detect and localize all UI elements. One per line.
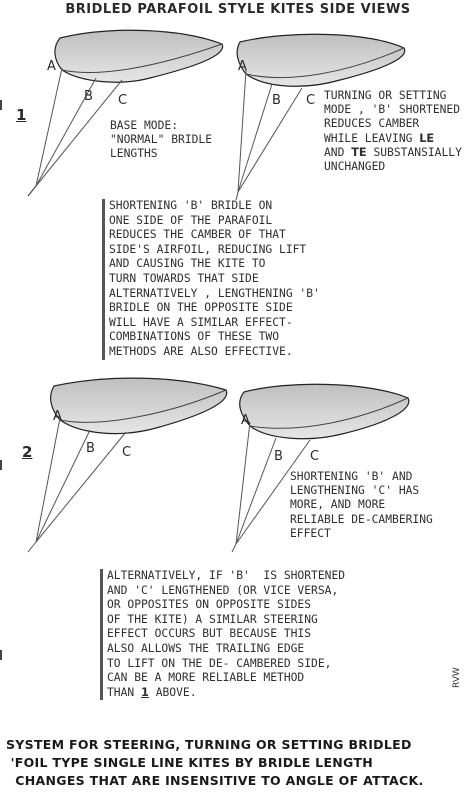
section-2-number: 2 xyxy=(22,443,33,461)
section-1-base-text: BASE MODE: "NORMAL" BRIDLE LENGTHS xyxy=(110,119,213,161)
kite-1-base xyxy=(28,30,223,196)
page-title: BRIDLED PARAFOIL STYLE KITES SIDE VIEWS xyxy=(65,2,411,17)
section-2-paragraph: ALTERNATIVELY, IF 'B' IS SHORTENED AND 'C' LENGTHENED (OR VICE VERSA, OR OPPOSITES ON OPPOSITE SIDES OF THE KITE) A SIMILAR STEERING EFFECT OCCURS BUT BECAUSE THIS ALSO ALLOWS THE TRAILING EDGE TO LIFT ON THE DE- CAMBERED SIDE, CAN BE A MORE RELIABLE METHOD THAN 1 ABOVE. xyxy=(100,569,345,700)
label-b-3: B xyxy=(86,441,95,456)
label-a-2: A xyxy=(238,59,247,74)
label-a-1: A xyxy=(47,59,56,74)
section-2-right-text: SHORTENING 'B' AND LENGTHENING 'C' HAS MORE, AND MORE RELIABLE DE-CAMBERING EFFECT xyxy=(290,470,433,540)
section-1-turning-text: TURNING OR SETTING MODE , 'B' SHORTENED REDUCES CAMBER WHILE LEAVING LE AND TE SUBSTANSIALLY UNCHANGED xyxy=(324,89,462,174)
label-a-3: A xyxy=(53,409,62,424)
section-ref: 1 xyxy=(141,685,149,699)
label-c-1: C xyxy=(118,93,128,108)
edge-mark xyxy=(0,460,2,470)
section-1-number: 1 xyxy=(16,106,27,124)
edge-mark xyxy=(0,650,2,660)
section-1-paragraph: SHORTENING 'B' BRIDLE ON ONE SIDE OF THE PARAFOIL REDUCES THE CAMBER OF THAT SIDE'S AIRFOIL, REDUCING LIFT AND CAUSING THE KITE TO TURN TOWARDS THAT SIDE ALTERNATIVELY , LENGTHENING 'B' BRIDLE ON THE OPPOSITE SIDE WILL HAVE A SIMILAR EFFECT- COMBINATIONS OF THESE TWO METHODS ARE ALSO EFFECTIVE. xyxy=(102,199,320,360)
label-c-4: C xyxy=(310,449,320,464)
label-b-4: B xyxy=(274,449,283,464)
leading-edge-abbr: LE xyxy=(419,131,435,145)
summary-caption: SYSTEM FOR STEERING, TURNING OR SETTING BRIDLED 'FOIL TYPE SINGLE LINE KITES BY BRIDLE LENGTH CHANGES THAT ARE INSENSITIVE TO ANGLE OF ATTACK. xyxy=(6,737,424,788)
label-c-3: C xyxy=(122,445,132,460)
trailing-edge-abbr: TE xyxy=(351,145,367,159)
label-c-2: C xyxy=(306,93,316,108)
author-signature: RVW xyxy=(452,667,462,688)
label-a-4: A xyxy=(241,413,250,428)
edge-mark xyxy=(0,100,2,110)
label-b-1: B xyxy=(84,89,93,104)
kite-2-base xyxy=(28,378,227,552)
label-b-2: B xyxy=(272,93,281,108)
